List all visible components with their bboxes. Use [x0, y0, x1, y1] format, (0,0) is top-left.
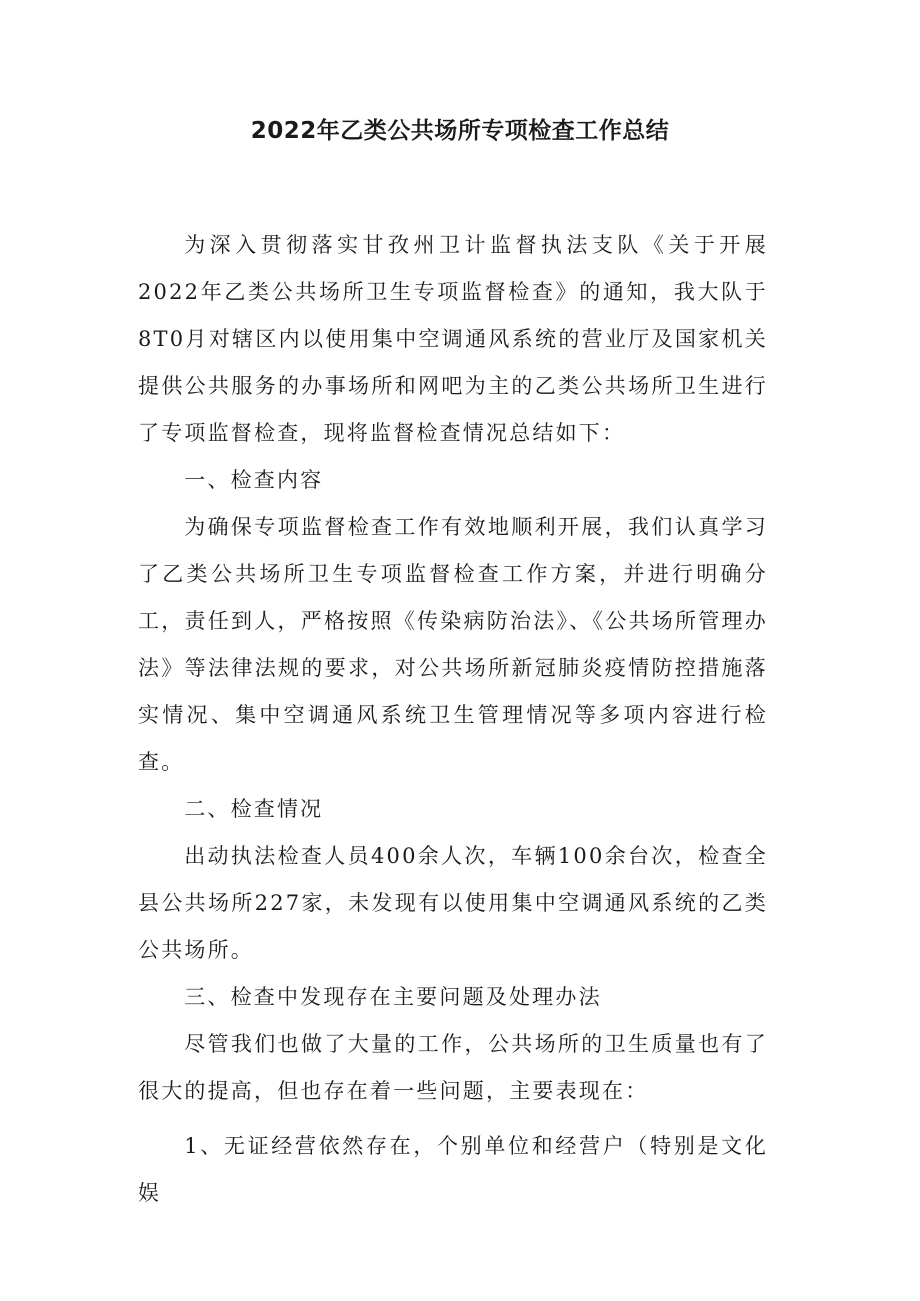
spacer — [138, 1115, 768, 1123]
section-body-inspection-status: 出动执法检查人员400余人次，车辆100余台次，检查全县公共场所227家，未发现有以使用集中空调通风系统的乙类公共场所。 — [138, 844, 768, 962]
intro-paragraph: 为深入贯彻落实甘孜州卫计监督执法支队《关于开展2022年乙类公共场所卫生专项监督检查》的通知，我大队于8T0月对辖区内以使用集中空调通风系统的营业厅及国家机关提供公共服务的办事场所和网吧为主的乙类公共场所卫生进行了专项监督检查，现将监督检查情况总结如下： — [138, 233, 768, 445]
section-body-inspection-content: 为确保专项监督检查工作有效地顺利开展，我们认真学习了乙类公共场所卫生专项监督检查工作方案，并进行明确分工，责任到人，严格按照《传染病防治法》、《公共场所管理办法》等法律法规的要求，对公共场所新冠肺炎疫情防控措施落实情况、集中空调通风系统卫生管理情况等多项内容进行检查。 — [138, 515, 768, 774]
section-heading-inspection-status: 二、检查情况 — [184, 797, 324, 821]
list-item: 1、无证经营依然存在，个别单位和经营户（特别是文化娱 — [138, 1134, 768, 1205]
section-heading-problems: 三、检查中发现存在主要问题及处理办法 — [184, 985, 602, 1009]
section-heading-inspection-content: 一、检查内容 — [184, 468, 324, 492]
section-body-problems: 尽管我们也做了大量的工作，公共场所的卫生质量也有了很大的提高，但也存在着一些问题，主要表现在： — [138, 1032, 768, 1103]
document-body — [138, 222, 768, 1217]
document-title: 2022年乙类公共场所专项检查工作总结 — [250, 118, 670, 144]
